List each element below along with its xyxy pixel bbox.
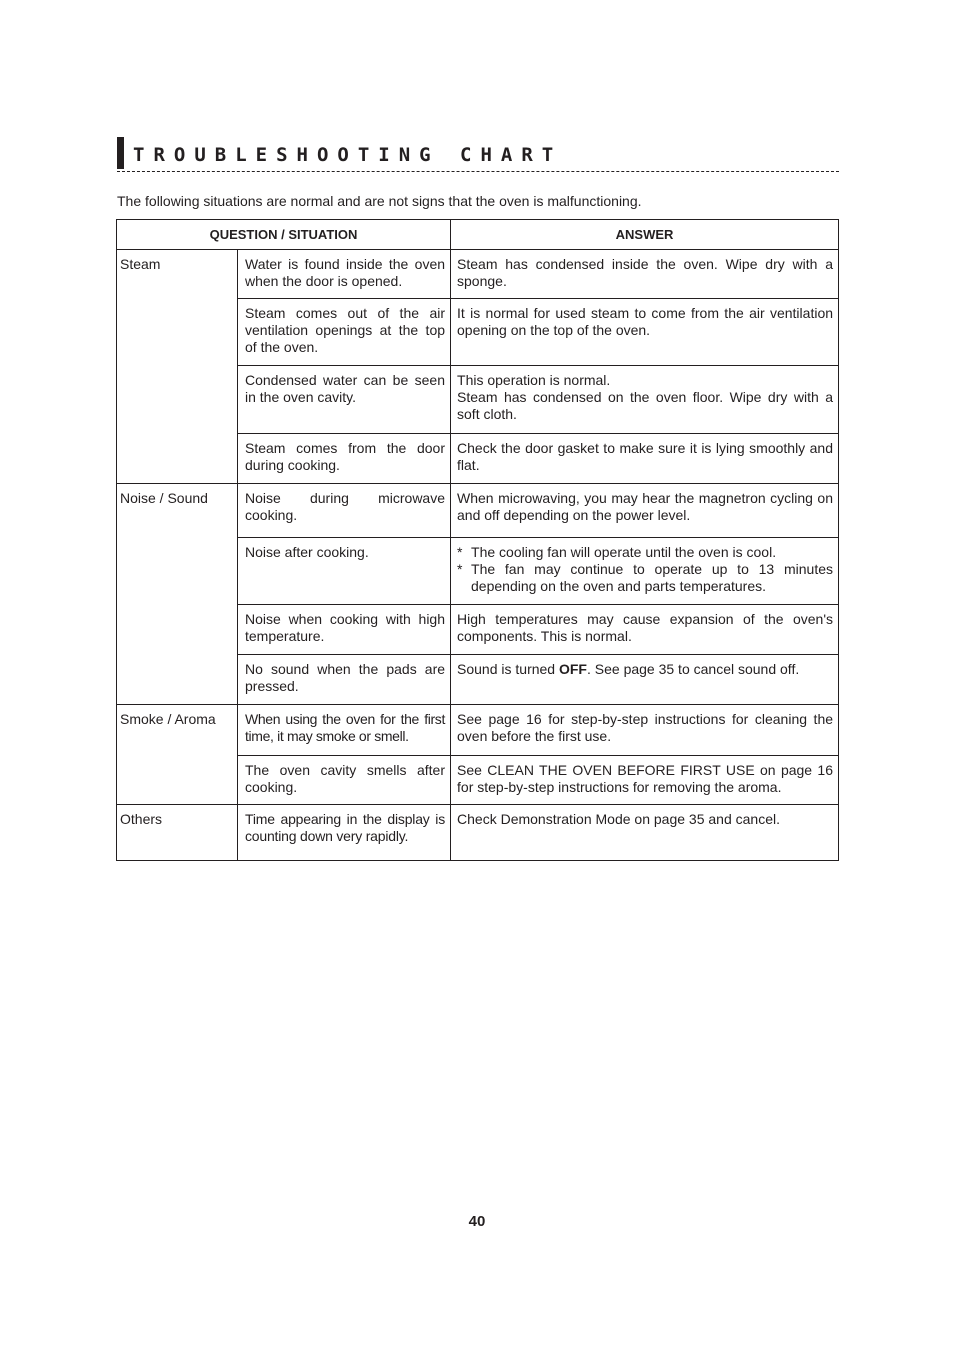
heading-dashed-rule [117, 171, 839, 172]
bullet-marker: * [457, 561, 463, 577]
answer-cell: See CLEAN THE OVEN BEFORE FIRST USE on page 16 for step-by-step instructions for removing the aroma. [451, 756, 839, 805]
question-cell: Time appearing in the display is counting down very rapidly. [238, 805, 451, 861]
category-noise-sound: Noise / Sound [117, 484, 238, 705]
answer-cell: Check the door gasket to make sure it is lying smoothly and flat. [451, 434, 839, 484]
question-cell: Noise when cooking with high temperature. [238, 605, 451, 655]
question-cell: Condensed water can be seen in the oven cavity. [238, 366, 451, 434]
answer-line: Steam has condensed on the oven floor. Wipe dry with a soft cloth. [457, 389, 834, 422]
category-others: Others [117, 805, 238, 861]
troubleshooting-table [116, 219, 839, 861]
intro-text: The following situations are normal and are not signs that the oven is malfunctioning. [117, 193, 642, 209]
question-cell: The oven cavity smells after cooking. [238, 756, 451, 805]
answer-text: Sound is turned [457, 661, 559, 677]
table-header-row [117, 220, 839, 250]
bullet-item [457, 561, 833, 595]
answer-cell: It is normal for used steam to come from the air ventilation opening on the top of the oven. [451, 299, 839, 366]
heading-marker-bar [117, 137, 124, 169]
column-header-question: QUESTION / SITUATION [117, 220, 451, 250]
question-cell: Water is found inside the oven when the door is opened. [238, 250, 451, 299]
question-cell: Noise during microwave cooking. [238, 484, 451, 538]
question-cell: No sound when the pads are pressed. [238, 655, 451, 705]
answer-cell [451, 366, 839, 434]
page-number: 40 [468, 1213, 486, 1230]
bullet-item [457, 544, 833, 561]
answer-cell [451, 538, 839, 605]
bullet-text: The cooling fan will operate until the oven is cool. [471, 544, 777, 560]
category-steam: Steam [117, 250, 238, 484]
page-title: TROUBLESHOOTING CHART [133, 144, 563, 166]
answer-cell: When microwaving, you may hear the magnetron cycling on and off depending on the power level. [451, 484, 839, 538]
table-row [117, 250, 839, 299]
answer-cell: See page 16 for step-by-step instructions for cleaning the oven before the first use. [451, 705, 839, 756]
answer-text: . See page 35 to cancel sound off. [586, 661, 800, 677]
question-cell: When using the oven for the first time, it may smoke or smell. [238, 705, 451, 756]
category-smoke-aroma: Smoke / Aroma [117, 705, 238, 805]
bullet-marker: * [457, 544, 463, 560]
bullet-text: The fan may continue to operate up to 13 minutes depending on the oven and parts temperatures. [471, 561, 834, 594]
table-row [117, 705, 839, 756]
table-row [117, 805, 839, 861]
answer-cell [451, 655, 839, 705]
answer-cell: Steam has condensed inside the oven. Wipe dry with a sponge. [451, 250, 839, 299]
answer-line: This operation is normal. [457, 372, 611, 388]
table-row [117, 484, 839, 538]
section-heading [117, 137, 839, 173]
answer-cell: Check Demonstration Mode on page 35 and cancel. [451, 805, 839, 861]
answer-emphasis: OFF [558, 661, 587, 677]
question-cell: Noise after cooking. [238, 538, 451, 605]
answer-cell: High temperatures may cause expansion of the oven's components. This is normal. [451, 605, 839, 655]
question-cell: Steam comes out of the air ventilation openings at the top of the oven. [238, 299, 451, 366]
column-header-answer: ANSWER [451, 220, 839, 250]
question-cell: Steam comes from the door during cooking. [238, 434, 451, 484]
